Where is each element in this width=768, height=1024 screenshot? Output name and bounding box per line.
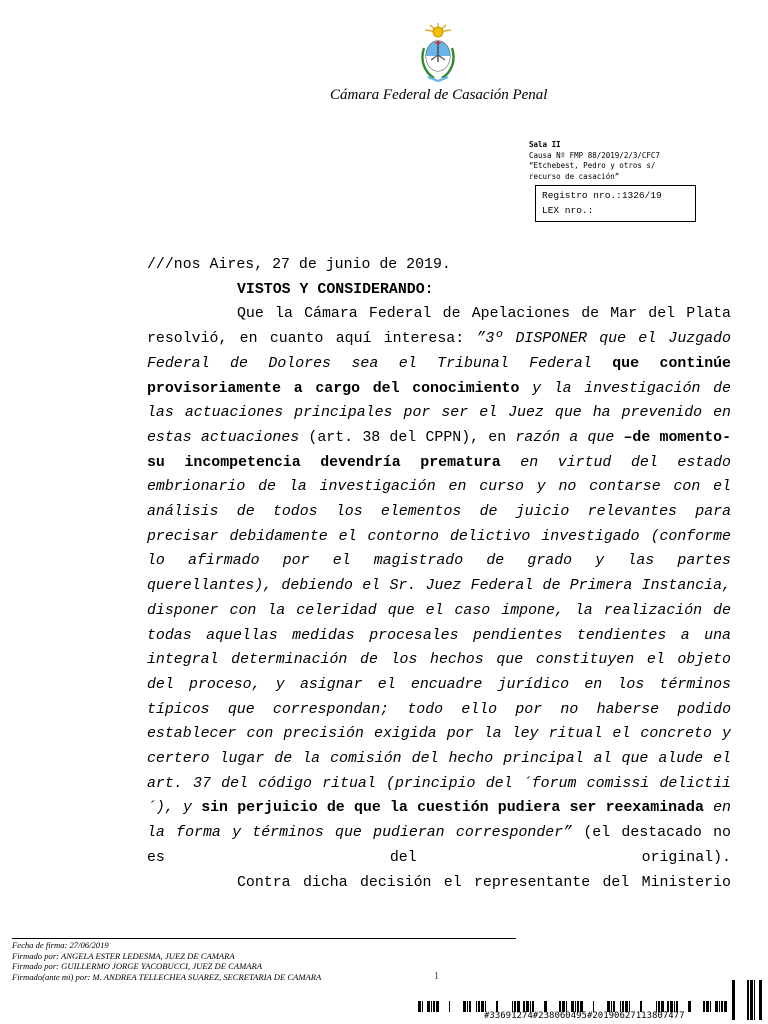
signature-block (12, 940, 432, 982)
signature-3: Firmado(ante mi) por: M. ANDREA TELLECHEA SUAREZ, SECRETARIA DE CAMARA (12, 971, 322, 982)
case-sala: Sala II (529, 140, 561, 149)
emphasis-note: (el destacado no es del original). (147, 825, 731, 866)
lex-number: LEX nro.: (542, 205, 594, 216)
case-info (529, 140, 749, 182)
signature-2: Firmado por: GUILLERMO JORGE YACOBUCCI, JUEZ DE CAMARA (12, 961, 263, 971)
section-heading: VISTOS Y CONSIDERANDO: (237, 281, 434, 298)
case-number: Causa Nº FMP 88/2019/2/3/CFC7 (529, 150, 660, 160)
quote-emphasis-1: que continúe provisoriamente a cargo del conocimiento (147, 355, 731, 397)
case-caption-line-2: recurso de casación” (529, 171, 620, 181)
signature-date: Fecha de firma: 27/06/2019 (12, 940, 109, 950)
paragraph-1-text: Que la Cámara Federal de Apelaciones de Mar del Plata resolvió, en cuanto aquí interesa: (147, 306, 731, 348)
registry-box (535, 185, 696, 222)
quote-part-4: en virtud del estado embrionario de la investigación en curso y no contarse con el análisis de todos los elementos de juicio relevantes para precisar debidamente el contorno delictivo investigado (conforme lo afirmado por el magistrado de grado y las partes querellantes), debiendo el Sr. Juez Federal de Primera Instancia, disponer con la celeridad que el caso impone, la realización de todas aquellas medidas procesales pendientes tendientes a una integral determinación de los hechos que constituyen el objeto del proceso, y asignar el encuadre jurídico en los términos típicos que correspondan; todo ello por no haberse podido establecer con precisión exigida por la ley ritual el concreto y certero lugar de la comisión del hecho principal al que alude el art. 37 del código ritual (principio del ´forum comissi delictii´), y (147, 454, 731, 817)
argentine-coat-of-arms-emblem (418, 22, 458, 84)
barcode-number: #33691274#238060495#20190627113807477 (484, 1011, 685, 1021)
court-name: Cámara Federal de Casación Penal (330, 87, 548, 103)
page-number: 1 (434, 971, 439, 982)
footer-divider (12, 938, 516, 939)
registry-number: Registro nro.:1326/19 (542, 190, 662, 201)
quote-part-1: ”3º DISPONER que el Juzgado Federal de Dolores sea el Tribunal Federal (147, 331, 731, 372)
paragraph-2: Contra dicha decisión el representante del Ministerio (237, 874, 731, 891)
quote-emphasis-2: –de momento- su incompetencia devendría prematura (147, 429, 731, 471)
quote-emphasis-3: sin perjuicio de que la cuestión pudiera ser reexaminada (201, 800, 704, 817)
quote-part-2: y la investigación de las actuaciones principales por ser el Juez que ha prevenido en estas actuaciones (147, 380, 731, 446)
signature-1: Firmado por: ANGELA ESTER LEDESMA, JUEZ DE CAMARA (12, 950, 235, 961)
quote-part-3: razón a que (515, 429, 624, 446)
article-reference: (art. 38 del CPPN), en (308, 429, 507, 446)
date-line: ///nos Aires, 27 de junio de 2019. (147, 257, 451, 273)
quote-part-5: en la forma y términos que pudieran corresponder” (147, 800, 731, 842)
case-caption-line-1: “Etchebest, Pedro y otros s/ (529, 161, 656, 170)
paragraph-1 (147, 302, 731, 870)
resolution-body (147, 253, 731, 895)
barcode-tall-icon (732, 980, 762, 1020)
